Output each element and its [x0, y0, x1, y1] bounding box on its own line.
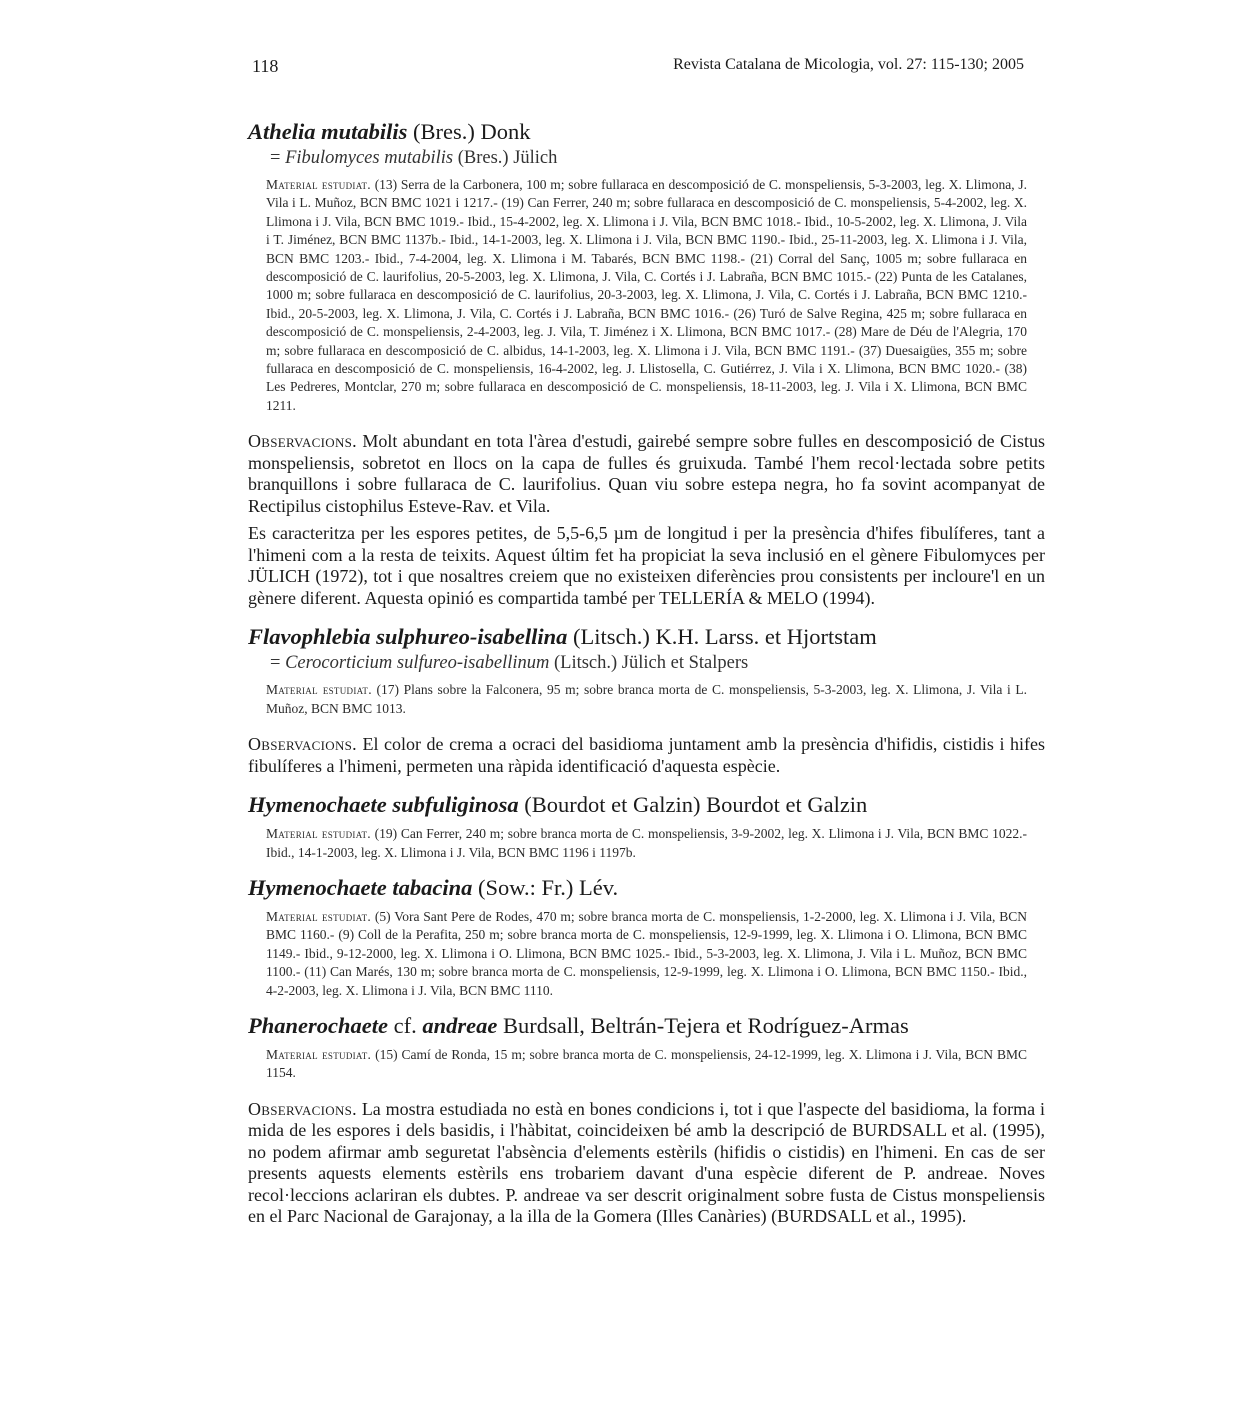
- species-name: Hymenochaete subfuliginosa: [248, 792, 519, 818]
- observations: [248, 431, 1045, 517]
- species-heading: [248, 791, 1045, 819]
- synonym: = Fibulomyces mutabilis (Bres.) Jülich: [270, 148, 558, 168]
- species-heading: [248, 874, 1045, 902]
- page-number: 118: [252, 56, 279, 76]
- observations: [248, 734, 1045, 777]
- material-label: Material estudiat.: [266, 1046, 372, 1062]
- material-text: (17) Plans sobre la Falconera, 95 m; sobre branca morta de C. monspeliensis, 5-3-2003, leg. X. Llimona, J. Vila i L. Muñoz, BCN BMC 1013.: [266, 682, 1027, 716]
- material-examined: [266, 176, 1027, 415]
- species-author: (Bres.) Donk: [407, 119, 531, 144]
- material-examined: [266, 908, 1027, 1000]
- material-text: (15) Camí de Ronda, 15 m; sobre branca morta de C. monspeliensis, 24-12-1999, leg. X. Llimona i J. Vila, BCN BMC 1154.: [266, 1046, 1027, 1081]
- material-label: Material estudiat.: [266, 682, 372, 698]
- observations-text: El color de crema a ocraci del basidioma juntament amb la presència d'hifidis, cistidis i hifes fibulíferes a l'himeni, permeten una ràpida identificació d'aquesta espècie.: [248, 734, 1045, 776]
- material-label: Material estudiat.: [266, 908, 372, 924]
- material-text: (13) Serra de la Carbonera, 100 m; sobre fullaraca en descomposició de C. monspeliensis, 5-3-2003, leg. X. Llimona, J. Vila i L. Muñoz, BCN BMC 1021 i 1217.- (19) Can Ferrer, 240 m; sobre fullaraca en descomposició de C. monspeliensis, 5-4-2002, leg. X. Llimona i J. Vila, BCN BMC 1019.- Ibid., 15-4-2002, leg. X. Llimona i J. Vila, BCN BMC 1018.- Ibid., 10-5-2002, leg. X. Llimona, J. Vila i T. Jiménez, BCN BMC 1137b.- Ibid., 14-1-2003, leg. X. Llimona i J. Vila, BCN BMC 1190.- Ibid., 25-11-2003, leg. X. Llimona i J. Vila, BCN BMC 1203.- Ibid., 7-4-2004, leg. X. Llimona i M. Tabarés, BCN BMC 1198.- (21) Corral del Sanç, 1005 m; sobre fullaraca en descomposició de C. laurifolius, 20-5-2003, leg. X. Llimona, J. Vila, C. Cortés i J. Labraña, BCN BMC 1015.- (22) Punta de les Catalanes, 1000 m; sobre fullaraca en descomposició de C. laurifolius, 20-3-2003, leg. X. Llimona, J. Vila, C. Cortés i J. Labraña, BCN BMC 1210.- Ibid., 20-5-2003, leg. X. Llimona, J. Vila, C. Cortés i J. Labraña, BCN BMC 1016.- (26) Turó de Salve Regina, 425 m; sobre fullaraca en descomposició de C. monspeliensis, 2-4-2003, leg. J. Vila, T. Jiménez i X. Llimona, BCN BMC 1017.- (28) Mare de Déu de l'Alegria, 170 m; sobre fullaraca en descomposició de C. albidus, 14-1-2003, leg. X. Llimona i J. Vila, BCN BMC 1191.- (37) Duesaigües, 355 m; sobre fullaraca en descomposició de C. monspeliensis, 16-4-2002, leg. J. Llistosella, C. Gutiérrez, J. Vila i X. Llimona, BCN BMC 1020.- (38) Les Pedreres, Montclar, 270 m; sobre fullaraca en descomposició de C. monspeliensis, 18-11-2003, leg. J. Vila i X. Llimona, BCN BMC 1211.: [266, 177, 1027, 413]
- species-name: Hymenochaete tabacina: [248, 874, 473, 900]
- observations-label: Observacions.: [248, 431, 357, 452]
- species-cf: cf.: [388, 1012, 423, 1038]
- material-examined: [266, 681, 1027, 718]
- observations-text: Molt abundant en tota l'àrea d'estudi, gairebé sempre sobre fulles en descomposició de Cistus monspeliensis, sobretot en llocs on la capa de fulles és gruixuda. També l'hem recol·lectada sobre petits branquillons i sobre fullaraca de C. laurifolius. Quan viu sobre estepa negra, ho fa sovint acompanyat de Rectipilus cistophilus Esteve-Rav. et Vila.: [248, 431, 1045, 516]
- species-author: Burdsall, Beltrán-Tejera et Rodríguez-Armas: [497, 1012, 909, 1038]
- observations-paragraph: Es caracteritza per les espores petites, de 5,5-6,5 µm de longitud i per la presència d'hifes fibulíferes, tant a l'himeni com a la resta de teixits. Aquest últim fet ha propiciat la seva inclusió en el gènere Fibulomyces per JÜLICH (1972), tot i que nosaltres creiem que no existeixen diferències prou consistents per incloure'l en un gènere diferent. Aquesta opinió es compartida també per TELLERÍA & MELO (1994).: [248, 523, 1045, 608]
- observations-text: La mostra estudiada no està en bones condicions i, tot i que l'aspecte del basidioma, la forma i mida de les espores i dels basidis, i l'hàbitat, coincideixen bé amb la descripció de BURDSALL et al. (1995), no podem afirmar amb seguretat l'absència d'elements estèrils (hifidis o cistidis) en l'himeni. En cas de ser presents aquests elements estèrils ens trobariem davant d'una espècie diferent de P. andreae. Noves recol·leccions aclariran els dubtes. P. andreae va ser descrit originalment sobre fusta de Cistus monspeliensis en el Parc Nacional de Garajonay, a la illa de la Gomera (Illes Canàries) (BURDSALL et al., 1995).: [248, 1098, 1045, 1227]
- synonym-author: (Litsch.) Jülich et Stalpers: [549, 653, 749, 674]
- species-name: Flavophlebia sulphureo-isabellina: [248, 624, 568, 650]
- observations-label: Observacions.: [248, 734, 357, 755]
- material-label: Material estudiat.: [266, 826, 371, 842]
- species-heading: [248, 623, 1045, 651]
- species-genus: Phanerochaete: [248, 1012, 388, 1038]
- species-author: (Litsch.) K.H. Larss. et Hjortstam: [567, 624, 877, 650]
- material-examined: [266, 1046, 1027, 1083]
- material-examined: [266, 825, 1027, 862]
- synonym-name: Fibulomyces mutabilis: [285, 148, 454, 168]
- species-heading: [248, 118, 1045, 146]
- species-name: Athelia mutabilis: [248, 119, 408, 144]
- observations-label: Observacions.: [248, 1098, 357, 1119]
- observations: [248, 1099, 1045, 1228]
- article-body: [248, 118, 1045, 1228]
- species-author: (Bourdot et Galzin) Bourdot et Galzin: [518, 792, 868, 818]
- material-text: (19) Can Ferrer, 240 m; sobre branca morta de C. monspeliensis, 3-9-2002, leg. X. Llimona i J. Vila, BCN BMC 1022.- Ibid., 14-1-2003, leg. X. Llimona i J. Vila, BCN BMC 1196 i 1197b.: [266, 826, 1027, 860]
- material-text: (5) Vora Sant Pere de Rodes, 470 m; sobre branca morta de C. monspeliensis, 1-2-2000, leg. X. Llimona i J. Vila, BCN BMC 1160.- (9) Coll de la Perafita, 250 m; sobre branca morta de C. monspeliensis, 12-9-1999, leg. X. Llimona i O. Llimona, BCN BMC 1149.- Ibid., 9-12-2000, leg. X. Llimona i O. Llimona, BCN BMC 1025.- Ibid., 5-3-2003, leg. X. Llimona, J. Vila i L. Muñoz, BCN BMC 1100.- (11) Can Marés, 130 m; sobre branca morta de C. monspeliensis, 12-9-1999, leg. X. Llimona i O. Llimona, BCN BMC 1150.- Ibid., 4-2-2003, leg. X. Llimona i J. Vila, BCN BMC 1110.: [266, 908, 1027, 998]
- species-heading: [248, 1012, 1045, 1040]
- synonym-name: Cerocorticium sulfureo-isabellinum: [285, 653, 550, 674]
- species-epithet: andreae: [422, 1012, 498, 1038]
- species-author: (Sow.: Fr.) Lév.: [472, 874, 619, 900]
- synonym: = Cerocorticium sulfureo-isabellinum (Litsch.) Jülich et Stalpers: [270, 653, 749, 674]
- material-label: Material estudiat.: [266, 177, 371, 192]
- journal-citation: Revista Catalana de Micologia, vol. 27: 115-130; 2005: [673, 56, 1024, 73]
- synonym-author: (Bres.) Jülich: [453, 148, 558, 168]
